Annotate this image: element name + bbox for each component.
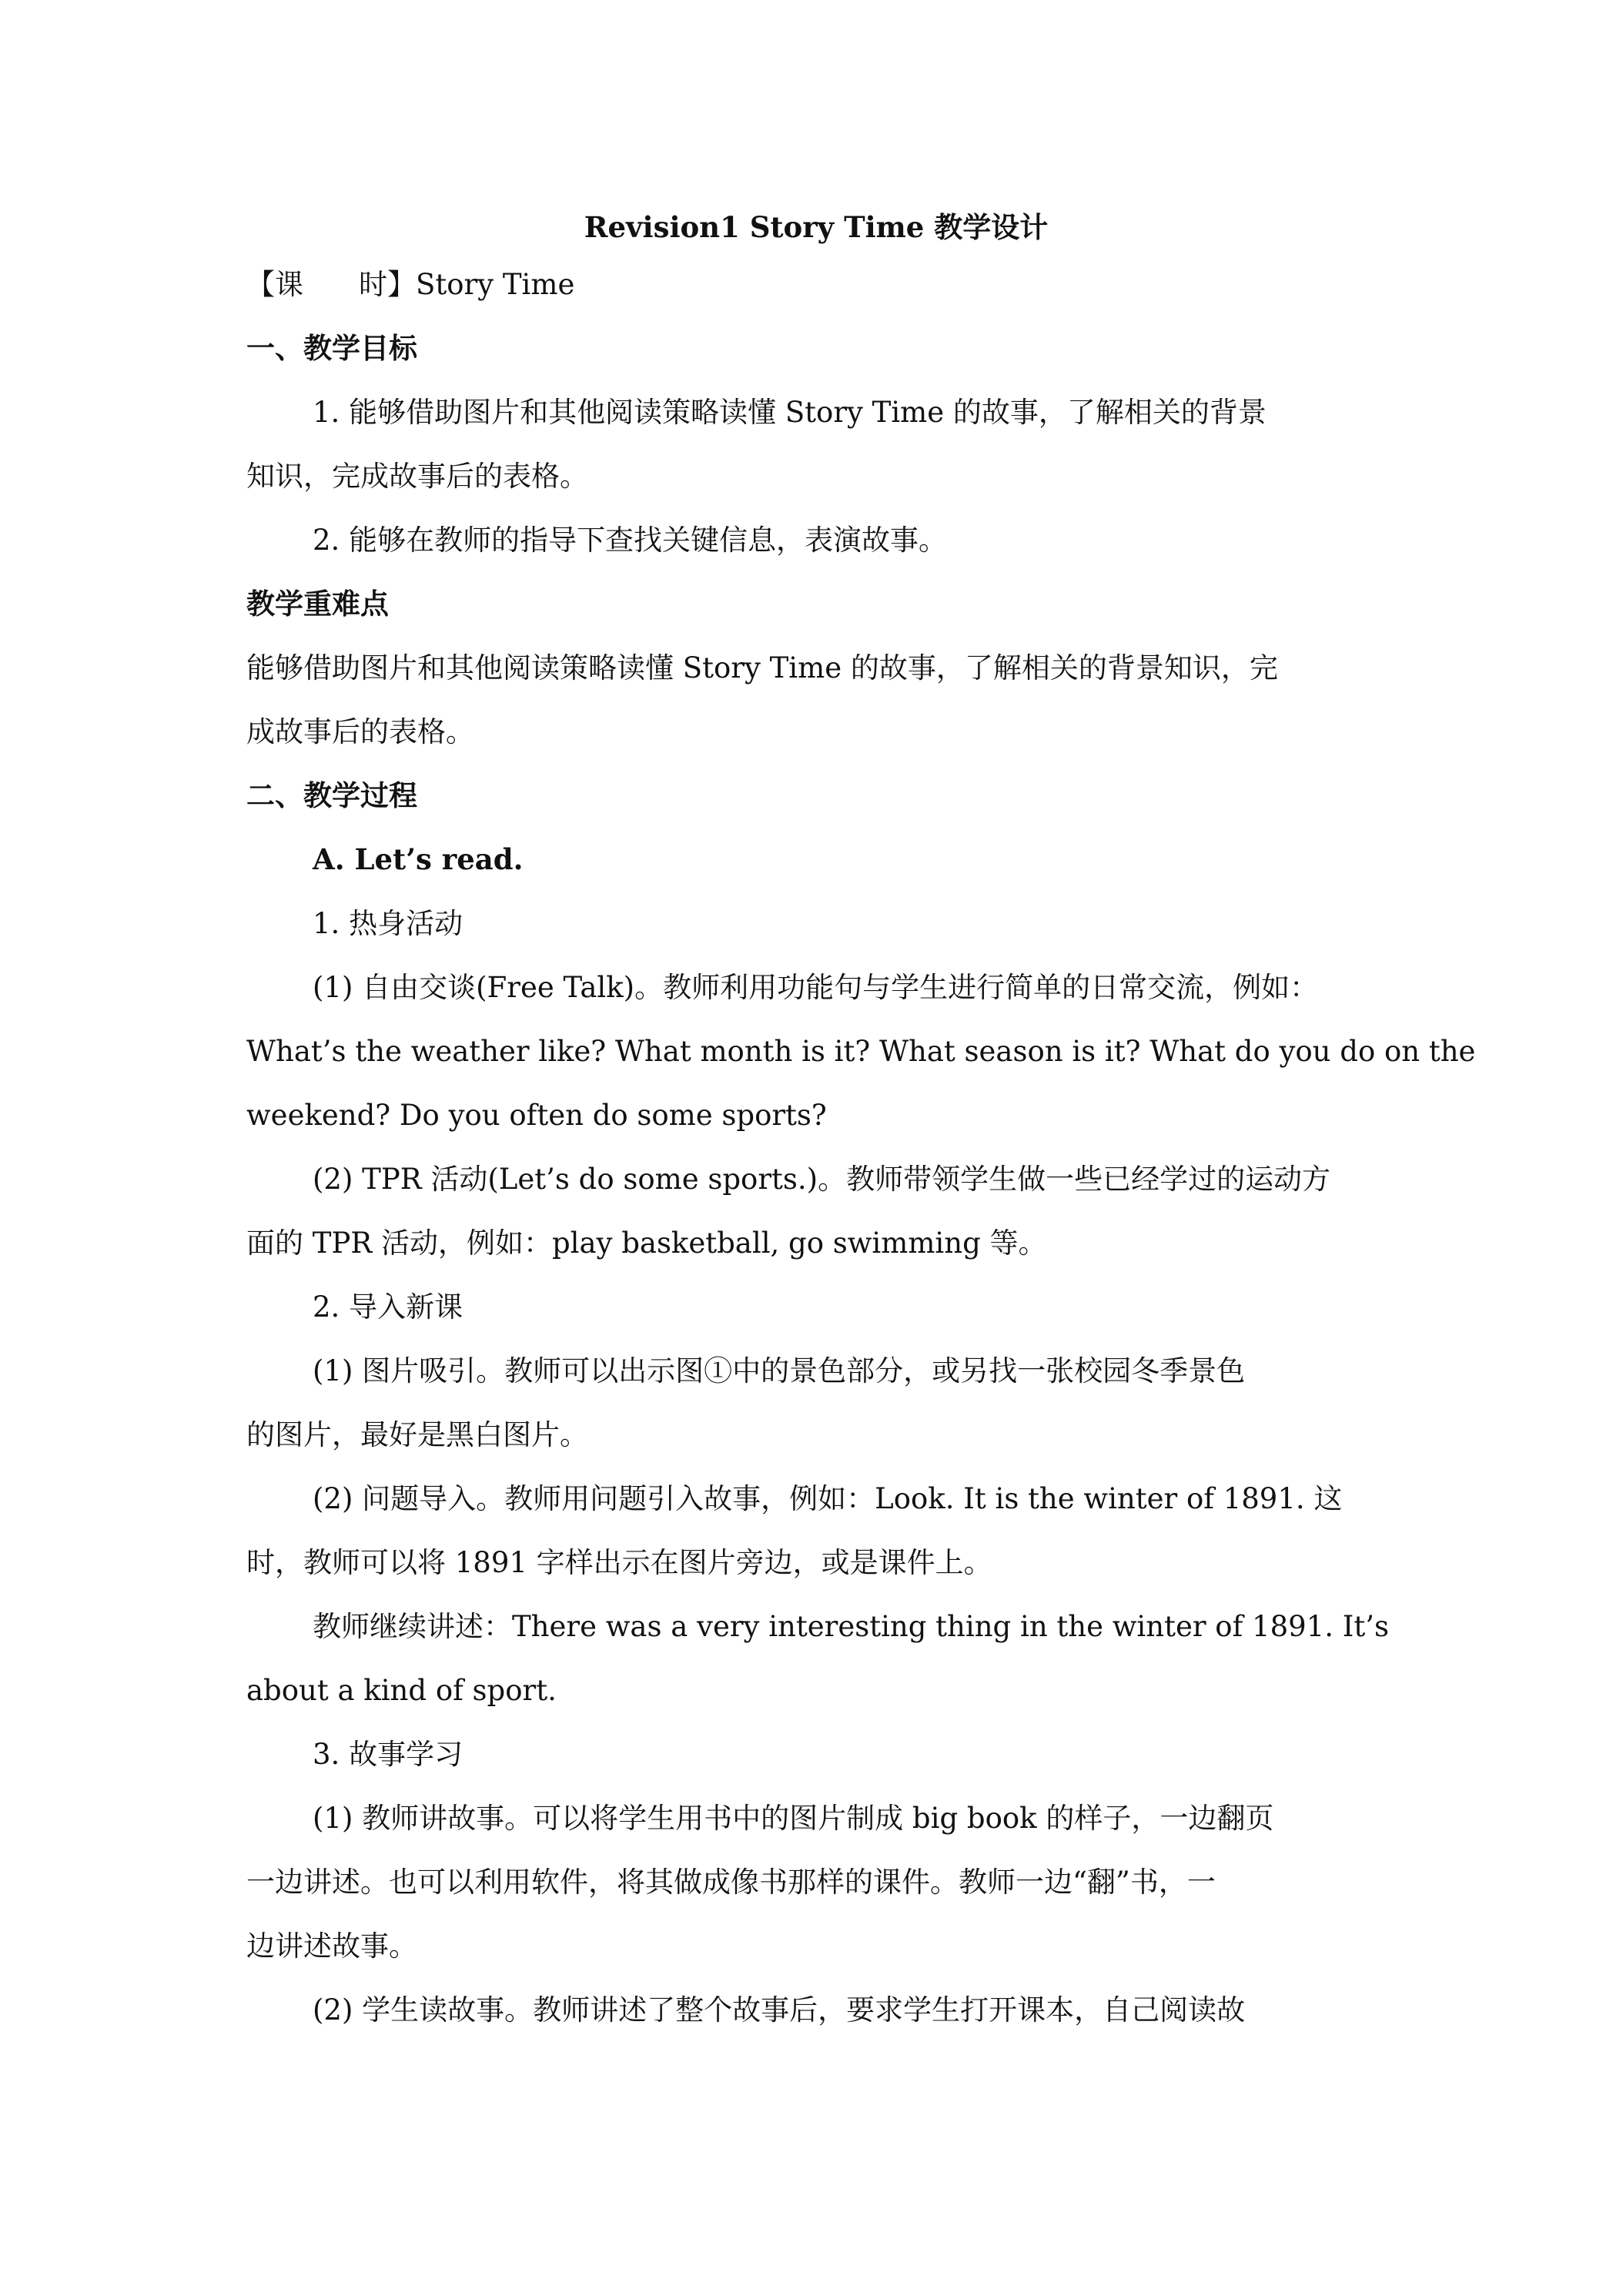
lesson-period-value: Story Time <box>416 268 575 301</box>
section2-heading: 二、教学过程 <box>246 778 417 812</box>
teacher-story-line-3: 边讲述故事。 <box>246 1930 417 1963</box>
lesson-period-label-open: 【课 <box>246 268 303 301</box>
tpr-line-2: 面的 TPR 活动，例如：play basketball, go swimming 等。 <box>246 1227 1047 1260</box>
picture-intro-line-2: 的图片，最好是黑白图片。 <box>246 1418 588 1451</box>
teacher-narration-line-1: 教师继续讲述：There was a very interesting thing in the winter of 1891. It’s <box>313 1610 1389 1643</box>
student-reading-line-1: (2) 学生读故事。教师讲述了整个故事后，要求学生打开课本，自己阅读故 <box>313 1993 1246 2027</box>
step-1-heading: 1. 热身活动 <box>313 907 463 940</box>
objective-2: 2. 能够在教师的指导下查找关键信息，表演故事。 <box>313 524 948 557</box>
keypoints-line-2: 成故事后的表格。 <box>246 715 474 748</box>
free-talk-line-2: What’s the weather like? What month is it? What season is it? What do you do on the <box>246 1035 1476 1068</box>
free-talk-line-1: (1) 自由交谈(Free Talk)。教师利用功能句与学生进行简单的日常交流，例如： <box>313 971 1319 1004</box>
objective-1-line-2: 知识，完成故事后的表格。 <box>246 460 588 493</box>
keypoints-line-1: 能够借助图片和其他阅读策略读懂 Story Time 的故事，了解相关的背景知识，完 <box>246 651 1278 684</box>
teacher-story-line-2: 一边讲述。也可以利用软件，将其做成像书那样的课件。教师一边“翻”书，一 <box>246 1866 1216 1899</box>
question-intro-line-2: 时，教师可以将 1891 字样出示在图片旁边，或是课件上。 <box>246 1546 992 1579</box>
lesson-period-line <box>246 253 1386 316</box>
picture-intro-line-1: (1) 图片吸引。教师可以出示图①中的景色部分，或另找一张校园冬季景色 <box>313 1354 1246 1387</box>
document-title: Revision1 Story Time 教学设计 <box>584 210 1049 244</box>
step-3-heading: 3. 故事学习 <box>313 1738 463 1771</box>
question-intro-line-1: (2) 问题导入。教师用问题引入故事，例如：Look. It is the winter of 1891. 这 <box>313 1482 1343 1515</box>
document-page <box>246 192 1476 2042</box>
tpr-line-1: (2) TPR 活动(Let’s do some sports.)。教师带领学生做一些已经学过的运动方 <box>313 1163 1331 1196</box>
keypoints-heading: 教学重难点 <box>246 587 389 621</box>
lesson-period-label-close: 时】 <box>359 268 416 301</box>
free-talk-line-3: weekend? Do you often do some sports? <box>246 1099 827 1132</box>
teacher-story-line-1: (1) 教师讲故事。可以将学生用书中的图片制成 big book 的样子，一边翻页 <box>313 1802 1274 1835</box>
subsection-a-heading: A. Let’s read. <box>313 842 524 876</box>
teacher-narration-line-2: about a kind of sport. <box>246 1674 557 1707</box>
objective-1-line-1: 1. 能够借助图片和其他阅读策略读懂 Story Time 的故事，了解相关的背景 <box>313 396 1267 429</box>
step-2-heading: 2. 导入新课 <box>313 1290 463 1324</box>
section1-heading: 一、教学目标 <box>246 331 417 365</box>
